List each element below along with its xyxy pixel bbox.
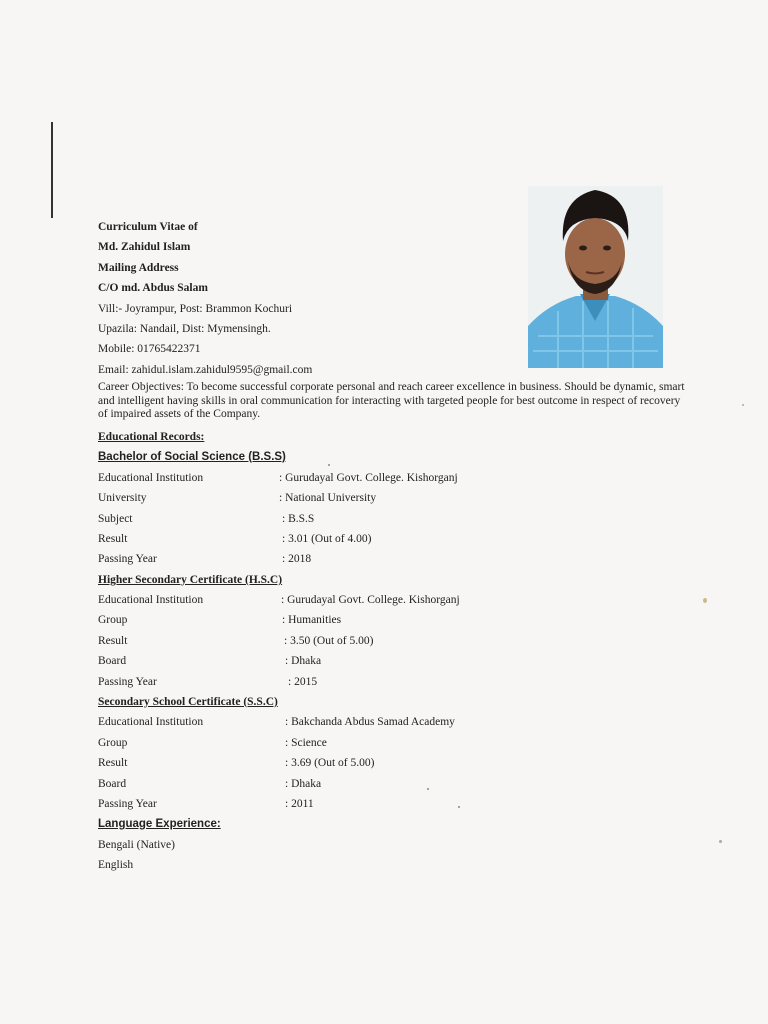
ssc-row-label: Passing Year	[98, 798, 157, 810]
mobile-number: Mobile: 01765422371	[98, 343, 201, 355]
hsc-row-value: : 2015	[288, 676, 318, 688]
bss-row-label: Subject	[98, 513, 133, 525]
bss-row-value: : Gurudayal Govt. College. Kishorganj	[279, 472, 458, 484]
ssc-heading: Secondary School Certificate (S.S.C)	[98, 696, 278, 708]
hsc-row-label: Group	[98, 614, 128, 626]
cv-title: Curriculum Vitae of	[98, 221, 198, 233]
bss-row-label: Educational Institution	[98, 472, 204, 484]
scan-speck	[742, 404, 744, 406]
language-item: English	[98, 859, 134, 871]
village-address: Vill:- Joyrampur, Post: Brammon Kochuri	[98, 303, 293, 315]
bss-row-label: University	[98, 492, 147, 504]
upazila-address: Upazila: Nandail, Dist: Mymensingh.	[98, 323, 271, 335]
hsc-row-label: Board	[98, 655, 127, 667]
language-item: Bengali (Native)	[98, 839, 175, 851]
hsc-row-label: Educational Institution	[98, 594, 204, 606]
ssc-row-label: Board	[98, 778, 127, 790]
profile-photo	[528, 186, 663, 368]
mailing-address-label: Mailing Address	[98, 262, 179, 274]
bss-row-label: Passing Year	[98, 553, 157, 565]
bss-row-label: Result	[98, 533, 128, 545]
care-of: C/O md. Abdus Salam	[98, 282, 208, 294]
bss-heading: Bachelor of Social Science (B.S.S)	[98, 451, 286, 463]
hsc-row-value: : Gurudayal Govt. College. Kishorganj	[281, 594, 460, 606]
hsc-row-value: : 3.50 (Out of 5.00)	[284, 635, 374, 647]
scan-speck	[427, 788, 429, 790]
bss-row-value: : 3.01 (Out of 4.00)	[282, 533, 372, 545]
hsc-row-value: : Dhaka	[285, 655, 322, 667]
ssc-row-label: Group	[98, 737, 128, 749]
scan-speck	[703, 598, 707, 603]
scan-speck	[719, 840, 722, 843]
bss-row-value: : 2018	[282, 553, 312, 565]
hsc-row-label: Result	[98, 635, 128, 647]
scan-speck	[328, 464, 330, 466]
ssc-row-value: : 3.69 (Out of 5.00)	[285, 757, 375, 769]
applicant-name: Md. Zahidul Islam	[98, 241, 191, 253]
email-address: Email: zahidul.islam.zahidul9595@gmail.com	[98, 364, 313, 376]
hsc-row-label: Passing Year	[98, 676, 157, 688]
hsc-heading: Higher Secondary Certificate (H.S.C)	[98, 574, 283, 586]
language-heading: Language Experience:	[98, 818, 221, 830]
scan-speck	[458, 806, 460, 808]
bss-row-value: : National University	[279, 492, 377, 504]
ssc-row-value: : Bakchanda Abdus Samad Academy	[285, 716, 455, 728]
ssc-row-label: Result	[98, 757, 128, 769]
hsc-row-value: : Humanities	[282, 614, 342, 626]
career-objectives: Career Objectives: To become successful corporate personal and reach career excellence in business. Should be dynamic, smart and intelligent having skills in oral communication for interacting with targeted people for best outcome in respect of recovery of impaired assets of the Company.	[98, 381, 685, 420]
ssc-row-value: : 2011	[285, 798, 314, 810]
educational-records-heading: Educational Records:	[98, 431, 205, 443]
ssc-row-value: : Dhaka	[285, 778, 322, 790]
ssc-row-label: Educational Institution	[98, 716, 204, 728]
scan-margin-line	[51, 122, 53, 218]
ssc-row-value: : Science	[285, 737, 327, 749]
bss-row-value: : B.S.S	[282, 513, 315, 525]
